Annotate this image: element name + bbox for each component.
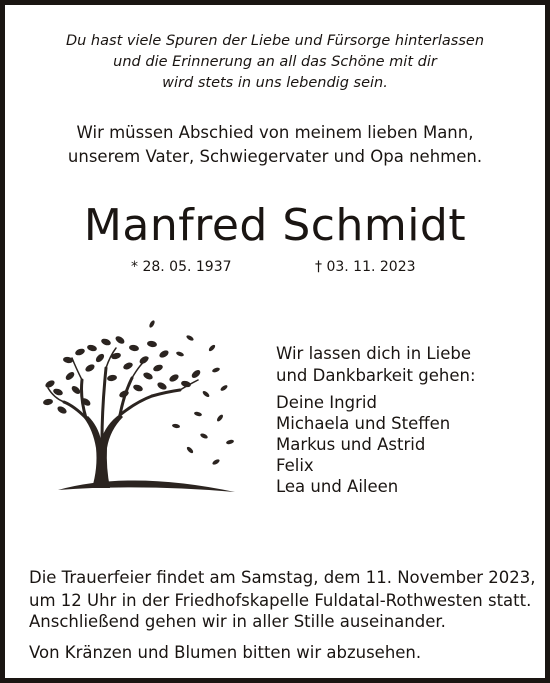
family-member: Markus und Astrid	[276, 435, 426, 454]
service-line: Die Trauerfeier findet am Samstag, dem 11. November 2023,	[29, 568, 536, 587]
service-line: um 12 Uhr in der Friedhofskapelle Fuldatal-Rothwesten statt.	[29, 591, 532, 610]
death-date: † 03. 11. 2023	[315, 259, 416, 275]
intro-text	[0, 121, 550, 169]
poem-line: Du hast viele Spuren der Liebe und Fürsorge hinterlassen	[65, 33, 485, 49]
birth-date: * 28. 05. 1937	[131, 259, 232, 275]
poem-line: und die Erinnerung an all das Schöne mit dir	[113, 54, 437, 70]
service-note: Anschließend gehen wir in aller Stille auseinander.	[29, 612, 446, 631]
family-member: Felix	[276, 456, 314, 475]
tree-with-falling-leaves-icon	[40, 318, 240, 498]
farewell-text	[276, 343, 476, 387]
deceased-name: Manfred Schmidt	[83, 200, 467, 251]
poem-line: wird stets in uns lebendig sein.	[162, 75, 388, 91]
funeral-service-info	[29, 566, 536, 612]
poem	[0, 31, 550, 94]
family-member: Deine Ingrid	[276, 393, 377, 412]
flowers-note: Von Kränzen und Blumen bitten wir abzusehen.	[29, 643, 422, 662]
family-list	[276, 392, 450, 497]
intro-line: Wir müssen Abschied von meinem lieben Mann,	[76, 123, 474, 142]
farewell-line: und Dankbarkeit gehen:	[276, 366, 476, 385]
intro-line: unserem Vater, Schwiegervater und Opa nehmen.	[67, 147, 483, 166]
family-member: Michaela und Steffen	[276, 414, 451, 433]
family-member: Lea und Aileen	[276, 477, 399, 496]
farewell-line: Wir lassen dich in Liebe	[276, 344, 471, 363]
